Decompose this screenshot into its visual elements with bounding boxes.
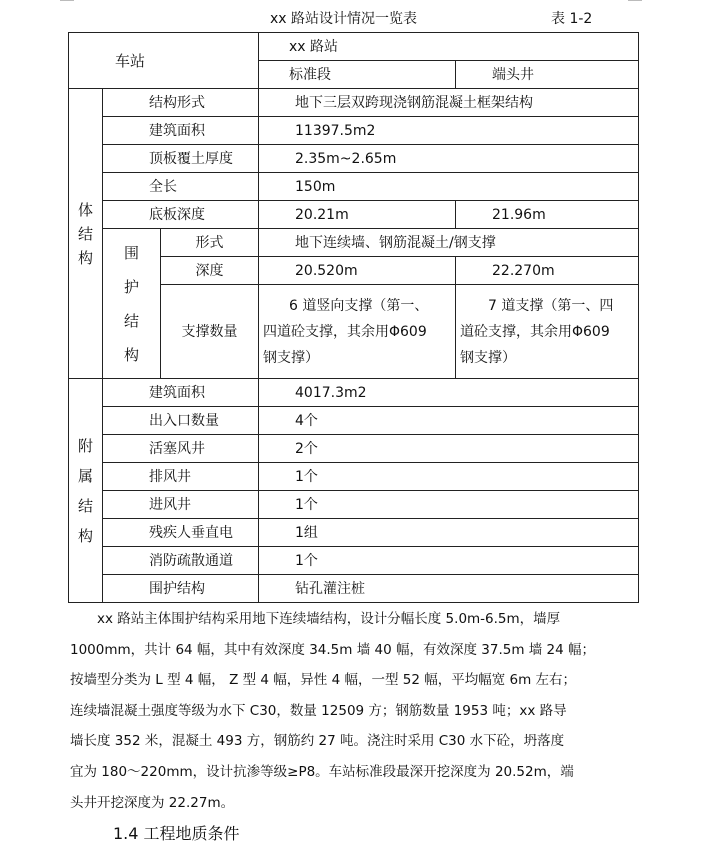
paragraph-line: 按墙型分类为 L 型 4 幅， Z 型 4 幅，异性 4 幅，一型 52 幅，平均幅宽 6m 左右； [70,672,577,689]
station-design-table [68,32,639,603]
row-value-end: 22.270m [456,257,639,285]
row-value-standard: 20.21m [259,201,456,229]
row-value: 钻孔灌注桩 [259,575,639,603]
table-caption-title: xx 路站设计情况一览表 [270,11,418,27]
row-value: 150m [259,173,639,201]
paragraph-line: 头井开挖深度为 22.27m。 [70,794,235,811]
table-row [69,379,639,407]
row-label: 支撑数量 [161,285,259,379]
row-label: 建筑面积 [103,117,259,145]
col-standard-header: 标准段 [259,61,456,89]
body-paragraph [70,604,640,818]
table-row [69,89,639,117]
table-caption-number: 表 1-2 [551,11,593,27]
table-row [69,229,639,257]
row-label: 全长 [103,173,259,201]
section-heading: 1.4 工程地质条件 [113,824,240,843]
paragraph-line: xx 路站主体围护结构采用地下连续墙结构，设计分幅长度 5.0m-6.5m，墙厚 [70,611,561,627]
table-row [69,407,639,435]
table-row [69,519,639,547]
row-label: 出入口数量 [103,407,259,435]
row-label: 消防疏散通道 [103,547,259,575]
header-row-1 [69,33,639,61]
row-value-end: 7 道支撑（第一、四 道砼支撑，其余用Φ609 钢支撑） [456,285,639,379]
table-row [69,201,639,229]
row-value: 11397.5m2 [259,117,639,145]
row-label: 残疾人垂直电 [103,519,259,547]
row-value: 1个 [259,491,639,519]
table-row [69,491,639,519]
row-label: 活塞风井 [103,435,259,463]
paragraph-line: 宜为 180～220mm，设计抗渗等级≥P8。车站标准段最深开挖深度为 20.52m，端 [70,763,574,780]
table-row [69,547,639,575]
row-value: 1个 [259,547,639,575]
row-value: 地下连续墙、钢筋混凝土/钢支撑 [259,229,639,257]
main-structure-group: 体 结 构 [69,89,103,379]
row-value: 地下三层双跨现浇钢筋混凝土框架结构 [259,89,639,117]
aux-structure-group: 附 属 结 构 [69,379,103,603]
paragraph-line: 墙长度 352 米，混凝土 493 方，钢筋约 27 吨。浇注时采用 C30 水下砼，坍落度 [70,733,565,750]
row-label: 顶板覆土厚度 [103,145,259,173]
row-value: 2个 [259,435,639,463]
table-row [69,435,639,463]
row-label: 深度 [161,257,259,285]
table-row [69,575,639,603]
row-value-standard: 20.520m [259,257,456,285]
enclosure-group: 围 护 结 构 [103,229,161,379]
row-label: 底板深度 [103,201,259,229]
row-label: 结构形式 [103,89,259,117]
station-label: 车站 [69,33,259,89]
row-label: 建筑面积 [103,379,259,407]
table-row [69,117,639,145]
table-row [69,463,639,491]
row-label: 进风井 [103,491,259,519]
top-rule-right [628,0,642,1]
col-end-header: 端头井 [456,61,639,89]
row-value-end: 21.96m [456,201,639,229]
row-label: 围护结构 [103,575,259,603]
row-value: 4017.3m2 [259,379,639,407]
table-row [69,173,639,201]
paragraph-line: 1000mm，共计 64 幅，其中有效深度 34.5m 墙 40 幅，有效深度 37.5m 墙 24 幅； [70,641,596,658]
top-rule-left [60,0,74,1]
table-row [69,145,639,173]
row-value-standard: 6 道竖向支撑（第一、 四道砼支撑，其余用Φ609 钢支撑） [259,285,456,379]
row-value: 4个 [259,407,639,435]
paragraph-line: 连续墙混凝土强度等级为水下 C30，数量 12509 方；钢筋数量 1953 吨；xx 路导 [70,702,567,719]
row-label: 排风井 [103,463,259,491]
row-value: 2.35m~2.65m [259,145,639,173]
row-label: 形式 [161,229,259,257]
station-name: xx 路站 [259,33,639,61]
row-value: 1组 [259,519,639,547]
row-value: 1个 [259,463,639,491]
